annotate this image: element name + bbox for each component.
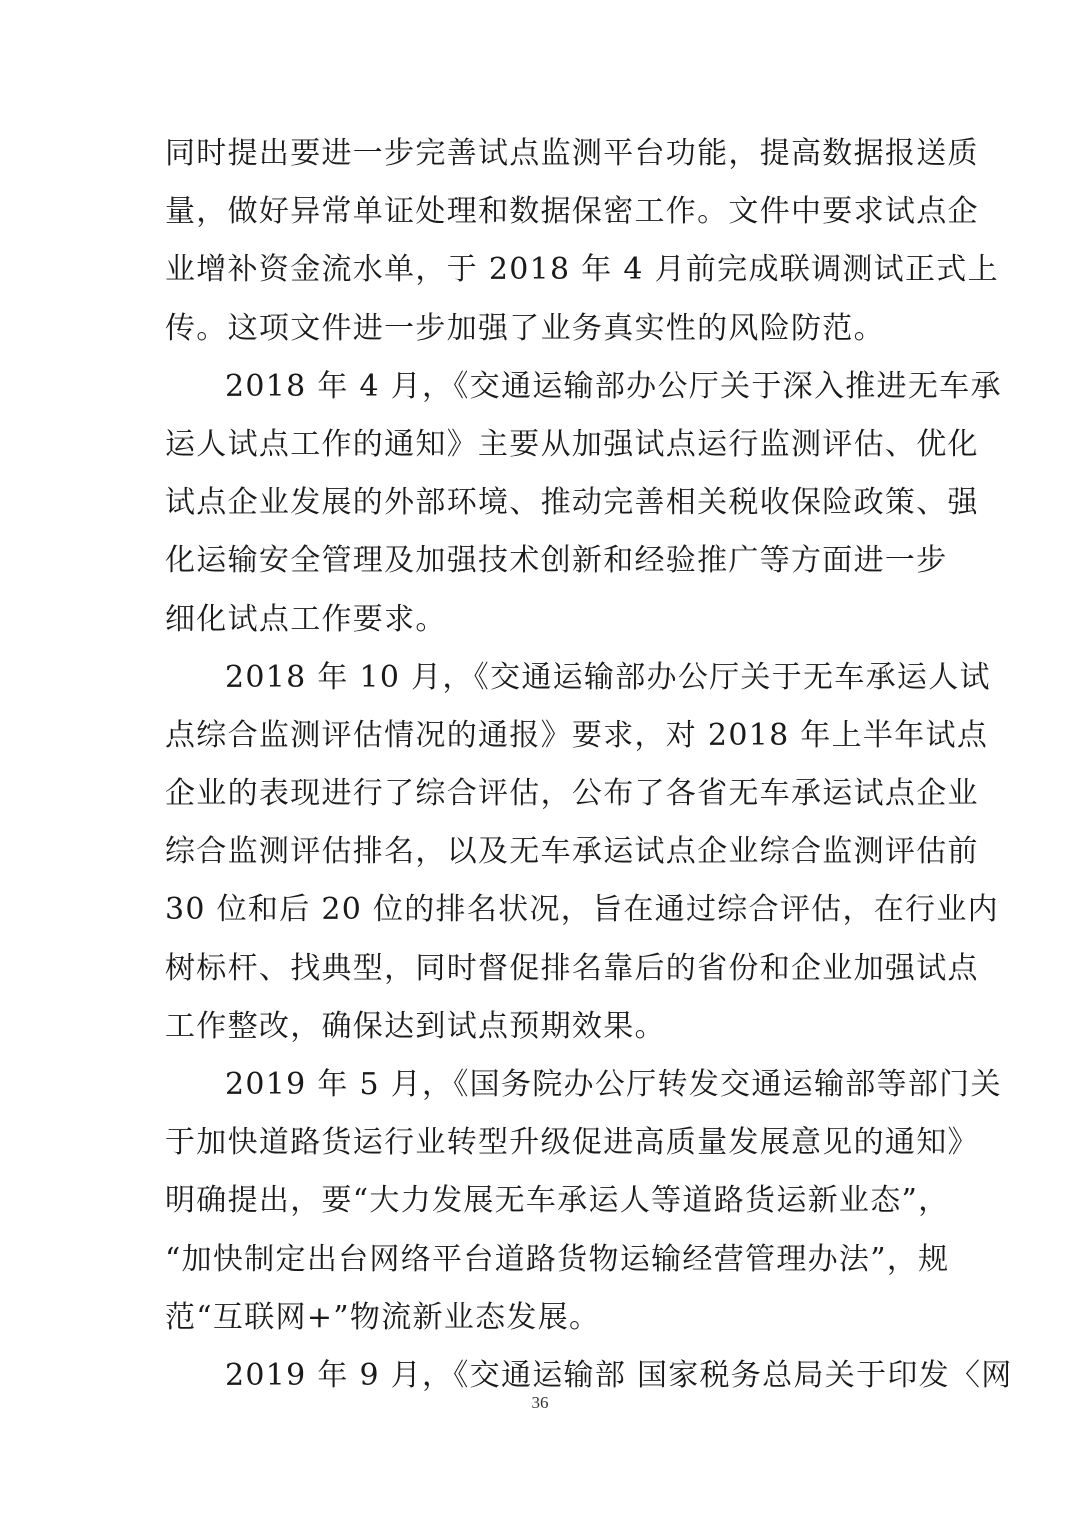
text-line: 细化试点工作要求。 <box>165 601 447 637</box>
body-text <box>165 125 1013 1405</box>
text-line: 树标杆、找典型，同时督促排名靠后的省份和企业加强试点 <box>165 950 979 986</box>
text-line: 运人试点工作的通知》主要从加强试点运行监测评估、优化 <box>165 426 979 462</box>
text-line: 化运输安全管理及加强技术创新和经验推广等方面进一步 <box>165 543 948 579</box>
text-line: 工作整改，确保达到试点预期效果。 <box>165 1008 666 1044</box>
page-number: 36 <box>531 1393 549 1412</box>
text-line: “加快制定出台网络平台道路货物运输经营管理办法”，规 <box>165 1241 950 1277</box>
text-line: 企业的表现进行了综合评估，公布了各省无车承运试点企业 <box>165 776 979 812</box>
text-line: 综合监测评估排名，以及无车承运试点企业综合监测评估前 <box>165 834 979 870</box>
text-line: 30 位和后 20 位的排名状况，旨在通过综合评估，在行业内 <box>165 892 999 928</box>
text-line: 试点企业发展的外部环境、推动完善相关税收保险政策、强 <box>165 485 979 521</box>
text-line: 点综合监测评估情况的通报》要求，对 2018 年上半年试点 <box>165 717 989 753</box>
paragraph-first-line: 2018 年 4 月，《交通运输部办公厅关于深入推进无车承 <box>225 368 1002 404</box>
text-line: 业增补资金流水单，于 2018 年 4 月前完成联调测试正式上 <box>165 252 999 288</box>
paragraph-first-line: 2018 年 10 月，《交通运输部办公厅关于无车承运人试 <box>225 659 991 695</box>
text-line: 明确提出，要“大力发展无车承运人等道路货运新业态”， <box>165 1183 950 1219</box>
text-line: 于加快道路货运行业转型升级促进高质量发展意见的通知》 <box>165 1125 979 1161</box>
paragraph-first-line: 2019 年 5 月，《国务院办公厅转发交通运输部等部门关 <box>225 1067 1002 1102</box>
paragraph-first-line: 2019 年 9 月，《交通运输部 国家税务总局关于印发〈网 <box>225 1357 1013 1393</box>
text-line: 范“互联网+”物流新业态发展。 <box>165 1299 601 1335</box>
text-line: 同时提出要进一步完善试点监测平台功能，提高数据报送质 <box>165 136 979 171</box>
text-line: 传。这项文件进一步加强了业务真实性的风险防范。 <box>165 310 885 346</box>
text-line: 量，做好异常单证处理和数据保密工作。文件中要求试点企 <box>165 194 979 230</box>
